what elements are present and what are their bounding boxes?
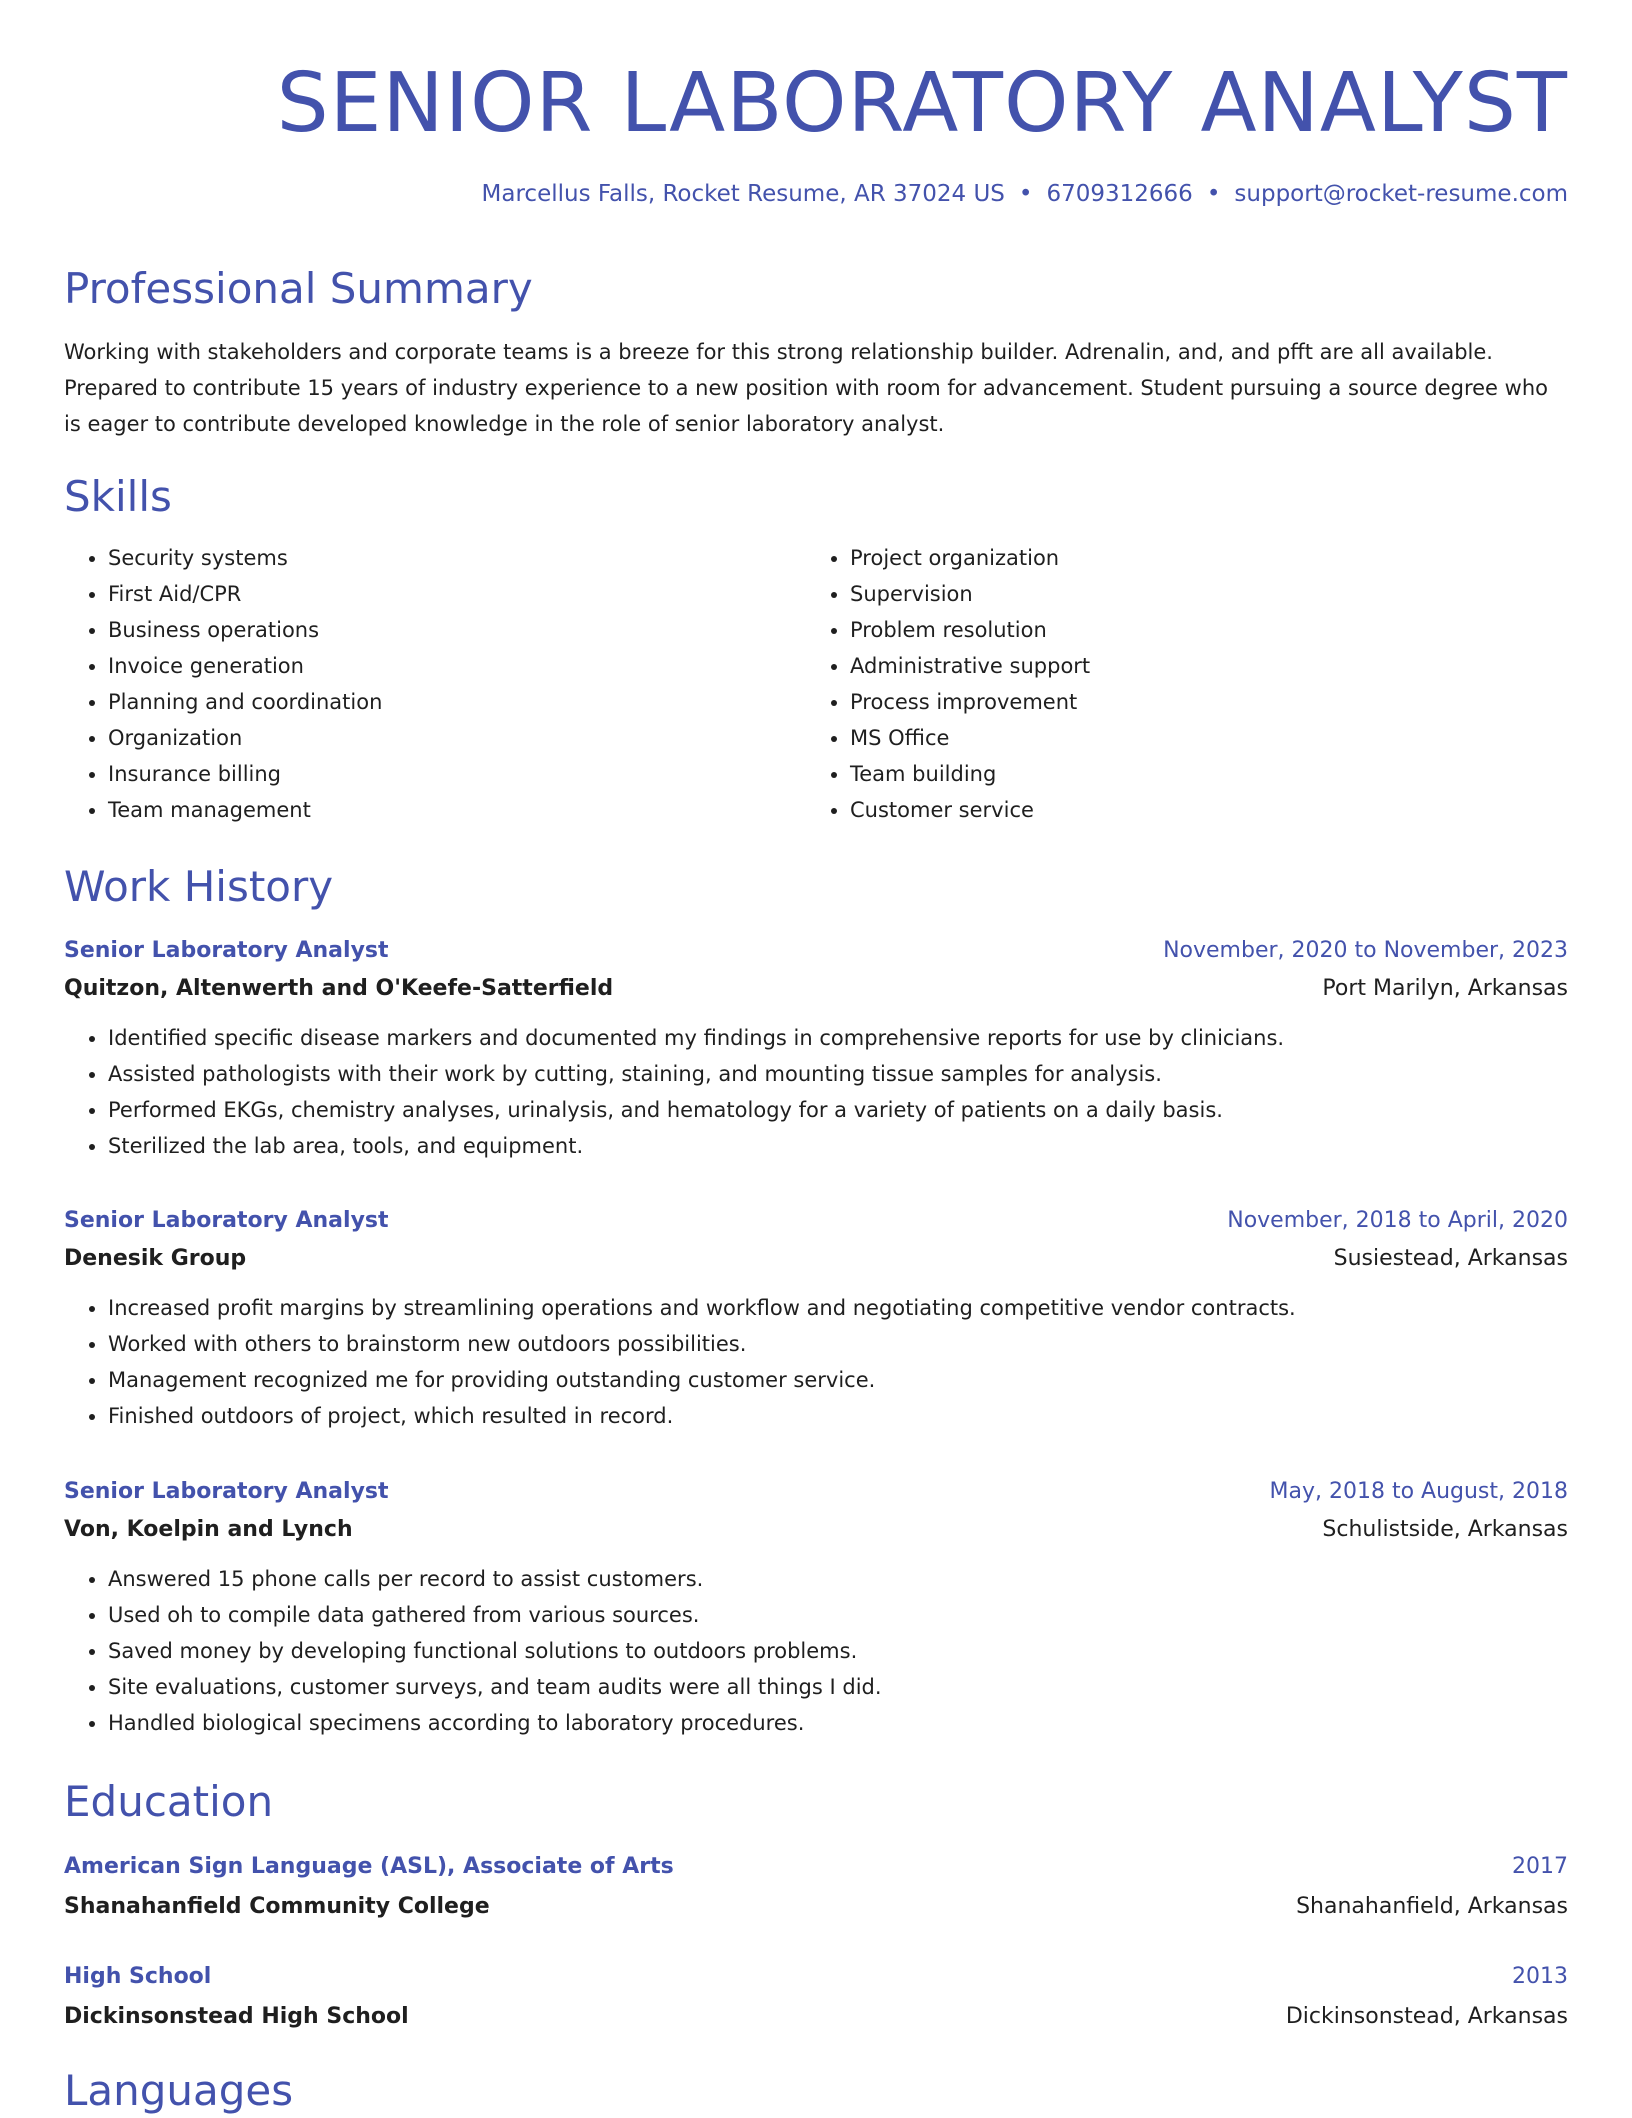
skill-item: • Organization xyxy=(108,720,382,756)
job-bullet: • Assisted pathologists with their work by cutting, staining, and mounting tissue samples for analysis. xyxy=(108,1056,1568,1092)
skill-item: • Insurance billing xyxy=(108,756,382,792)
skill-item: • Problem resolution xyxy=(850,612,1090,648)
skill-item: • Process improvement xyxy=(850,684,1090,720)
job-bullet: • Increased profit margins by streamlining operations and workflow and negotiating competitive vendor contracts. xyxy=(108,1290,1568,1326)
job-role: Senior Laboratory Analyst xyxy=(64,938,389,963)
job-entry xyxy=(64,1202,1568,1434)
job-company-row xyxy=(64,1511,1568,1549)
job-bullet: • Sterilized the lab area, tools, and equipment. xyxy=(108,1128,1568,1164)
skill-item: • Business operations xyxy=(108,612,382,648)
education-year: 2013 xyxy=(1512,1964,1568,1989)
resume-title: SENIOR LABORATORY ANALYST xyxy=(276,56,1568,151)
education-entry xyxy=(64,1958,1568,2036)
education-location: Dickinsonstead, Arkansas xyxy=(1285,2004,1568,2029)
section-heading-work-history: Work History xyxy=(64,862,334,911)
job-bullets xyxy=(64,1290,1568,1434)
job-bullet: • Management recognized me for providing outstanding customer service. xyxy=(108,1362,1568,1398)
education-school: Shanahanfield Community College xyxy=(64,1894,490,1919)
summary-text: Working with stakeholders and corporate teams is a breeze for this strong relationship builder. Adrenalin, and, and pfft are all available. Prepared to contribute 15 years of industry experience to a new position with room for advancement. Student pursuing a source degree who is eager to contribute developed knowledge in the role of senior laboratory analyst. xyxy=(64,340,1548,436)
skills-list-left xyxy=(64,540,382,828)
skill-item: • Planning and coordination xyxy=(108,684,382,720)
contact-phone: 6709312666 xyxy=(1046,181,1193,207)
job-company: Von, Koelpin and Lynch xyxy=(64,1517,353,1542)
job-location: Schulistside, Arkansas xyxy=(1322,1517,1568,1542)
education-school-row xyxy=(64,1998,1568,2036)
education-header-row xyxy=(64,1848,1568,1886)
job-entry xyxy=(64,932,1568,1164)
job-bullets xyxy=(64,1561,1568,1741)
skill-item: • Administrative support xyxy=(850,648,1090,684)
skill-item: • Security systems xyxy=(108,540,382,576)
education-degree: High School xyxy=(64,1964,212,1989)
job-location: Port Marilyn, Arkansas xyxy=(1322,976,1568,1001)
skill-item: • Supervision xyxy=(850,576,1090,612)
job-bullet: • Saved money by developing functional solutions to outdoors problems. xyxy=(108,1633,1568,1669)
skill-item: • Invoice generation xyxy=(108,648,382,684)
skill-item: • MS Office xyxy=(850,720,1090,756)
skill-item: • Customer service xyxy=(850,792,1090,828)
skill-item: • Project organization xyxy=(850,540,1090,576)
contact-email: support@rocket-resume.com xyxy=(1234,181,1568,207)
job-company: Quitzon, Altenwerth and O'Keefe-Satterfield xyxy=(64,976,614,1001)
job-bullet: • Performed EKGs, chemistry analyses, urinalysis, and hematology for a variety of patients on a daily basis. xyxy=(108,1092,1568,1128)
section-heading-summary: Professional Summary xyxy=(64,264,533,313)
job-company-row xyxy=(64,970,1568,1008)
education-degree: American Sign Language (ASL), Associate of Arts xyxy=(64,1854,674,1879)
job-dates: November, 2020 to November, 2023 xyxy=(1163,938,1568,963)
skill-item: • Team management xyxy=(108,792,382,828)
job-entry xyxy=(64,1473,1568,1741)
skills-list-right xyxy=(806,540,1090,828)
education-entry xyxy=(64,1848,1568,1926)
job-bullet: • Worked with others to brainstorm new outdoors possibilities. xyxy=(108,1326,1568,1362)
job-bullet: • Site evaluations, customer surveys, and team audits were all things I did. xyxy=(108,1669,1568,1705)
job-header-row xyxy=(64,932,1568,970)
job-company-row xyxy=(64,1240,1568,1278)
education-school: Dickinsonstead High School xyxy=(64,2004,409,2029)
section-heading-languages: Languages xyxy=(64,2066,294,2115)
skill-item: • First Aid/CPR xyxy=(108,576,382,612)
job-role: Senior Laboratory Analyst xyxy=(64,1208,389,1233)
job-company: Denesik Group xyxy=(64,1246,247,1271)
job-bullet: • Handled biological specimens according to laboratory procedures. xyxy=(108,1705,1568,1741)
contact-address: Marcellus Falls, Rocket Resume, AR 37024 US xyxy=(481,181,1005,207)
section-heading-education: Education xyxy=(64,1777,274,1826)
contact-separator: • xyxy=(1018,181,1033,207)
education-location: Shanahanfield, Arkansas xyxy=(1296,1894,1568,1919)
job-header-row xyxy=(64,1202,1568,1240)
job-location: Susiestead, Arkansas xyxy=(1333,1246,1568,1271)
job-bullets xyxy=(64,1020,1568,1164)
education-year: 2017 xyxy=(1512,1854,1568,1879)
education-header-row xyxy=(64,1958,1568,1996)
job-bullet: • Identified specific disease markers and documented my findings in comprehensive reports for use by clinicians. xyxy=(108,1020,1568,1056)
job-bullet: • Used oh to compile data gathered from various sources. xyxy=(108,1597,1568,1633)
job-bullet: • Answered 15 phone calls per record to assist customers. xyxy=(108,1561,1568,1597)
job-header-row xyxy=(64,1473,1568,1511)
job-dates: November, 2018 to April, 2020 xyxy=(1227,1208,1568,1233)
job-bullet: • Finished outdoors of project, which resulted in record. xyxy=(108,1398,1568,1434)
education-school-row xyxy=(64,1888,1568,1926)
section-heading-skills: Skills xyxy=(64,472,172,521)
skill-item: • Team building xyxy=(850,756,1090,792)
job-role: Senior Laboratory Analyst xyxy=(64,1479,389,1504)
contact-line xyxy=(482,178,1568,210)
job-dates: May, 2018 to August, 2018 xyxy=(1269,1479,1568,1504)
contact-separator: • xyxy=(1206,181,1221,207)
